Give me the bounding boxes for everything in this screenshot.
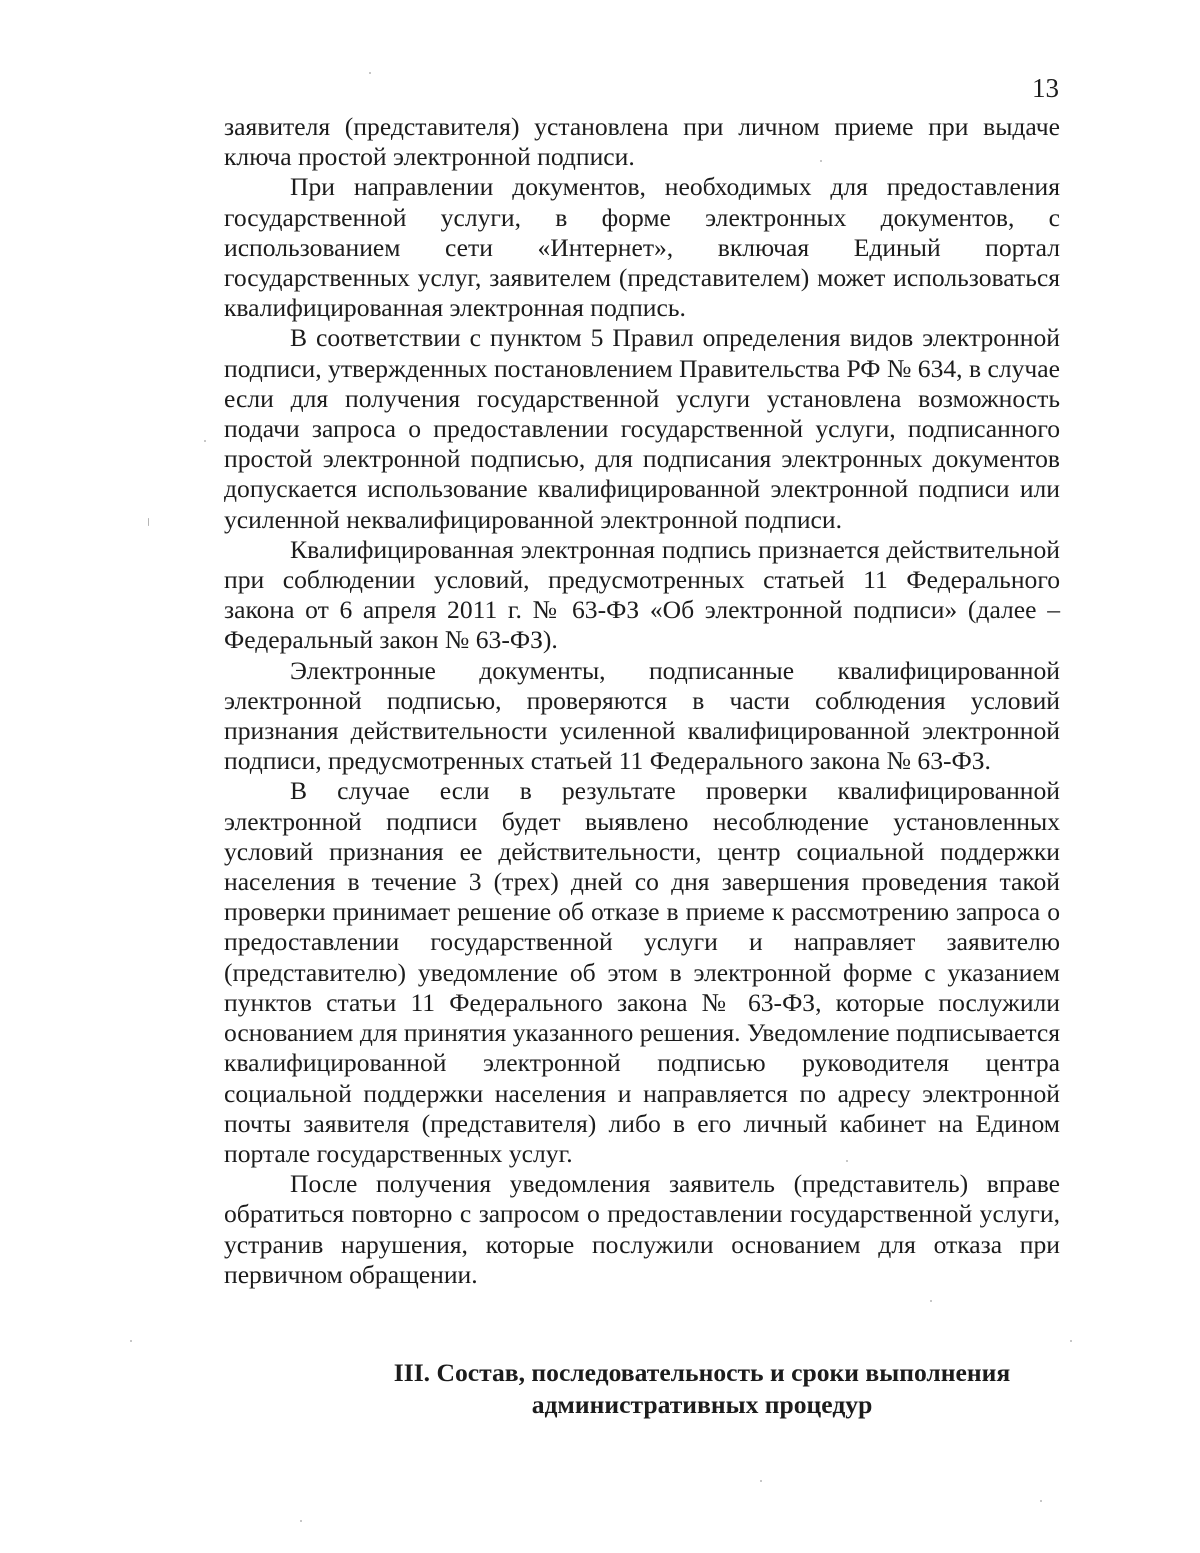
body-text	[224, 112, 1060, 1290]
scan-speck	[1070, 1340, 1072, 1342]
section-heading-line-2: административных процедур	[531, 1390, 873, 1419]
paragraph-verification-failure: В случае если в результате проверки квалифицированной электронной подписи будет выявлено несоблюдение установленных условий признания ее действительности, центр социальной поддержки населения в течение 3 (трех) дней со дня завершения проведения такой проверки принимает решение об отказе в приеме к рассмотрению запроса о предоставлении государственной услуги и направляет заявителю (представителю) уведомление об этом в электронной форме с указанием пунктов статьи 11 Федерального закона № 63-ФЗ, которые послужили основанием для принятия указанного решения. Уведомление подписывается квалифицированной электронной подписью руководителя центра социальной поддержки населения и направляется по адресу электронной почты заявителя (представителя) либо в его личный кабинет на Едином портале государственных услуг.	[224, 776, 1060, 1168]
paragraph-qualified-signature-usage: При направлении документов, необходимых для предоставления государственной услуги, в форме электронных документов, с использованием сети «Интернет», включая Единый портал государственных услуг, заявителем (представителем) может использоваться квалифицированная электронная подпись.	[224, 172, 1060, 323]
scan-speck	[300, 1520, 302, 1522]
scan-speck	[148, 518, 149, 526]
scan-speck	[820, 160, 822, 162]
scan-speck	[930, 1300, 932, 1302]
scan-speck	[204, 440, 206, 442]
section-heading-line-1: III. Состав, последовательность и сроки выполнения	[393, 1358, 1011, 1387]
paragraph-signature-rules: В соответствии с пунктом 5 Правил определения видов электронной подписи, утвержденных постановлением Правительства РФ № 634, в случае если для получения государственной услуги установлена возможность подачи запроса о предоставлении государственной услуги, подписанного простой электронной подписью, для подписания электронных документов допускается использование квалифицированной электронной подписи или усиленной неквалифицированной электронной подписи.	[224, 323, 1060, 534]
section-heading	[224, 1357, 1060, 1421]
paragraph-document-verification: Электронные документы, подписанные квалифицированной электронной подписью, проверяются в части соблюдения условий признания действительности усиленной квалифицированной электронной подписи, предусмотренных статьей 11 Федерального закона № 63-ФЗ.	[224, 655, 1060, 776]
scan-speck	[130, 1340, 132, 1342]
scan-speck	[1040, 1500, 1042, 1502]
scan-speck	[760, 1480, 762, 1482]
scan-speck	[369, 72, 371, 74]
paragraph-signature-validity: Квалифицированная электронная подпись признается действительной при соблюдении условий, предусмотренных статьей 11 Федерального закона от 6 апреля 2011 г. № 63-ФЗ «Об электронной подписи» (далее – Федеральный закон № 63-ФЗ).	[224, 534, 1060, 655]
scan-speck	[846, 1160, 848, 1162]
paragraph-repeat-request: После получения уведомления заявитель (представитель) вправе обратиться повторно с запросом о предоставлении государственной услуги, устранив нарушения, которые послужили основанием для отказа при первичном обращении.	[224, 1169, 1060, 1289]
page-number: 13	[1032, 73, 1059, 103]
paragraph-continuation: заявителя (представителя) установлена при личном приеме при выдаче ключа простой электронной подписи.	[224, 112, 1060, 172]
